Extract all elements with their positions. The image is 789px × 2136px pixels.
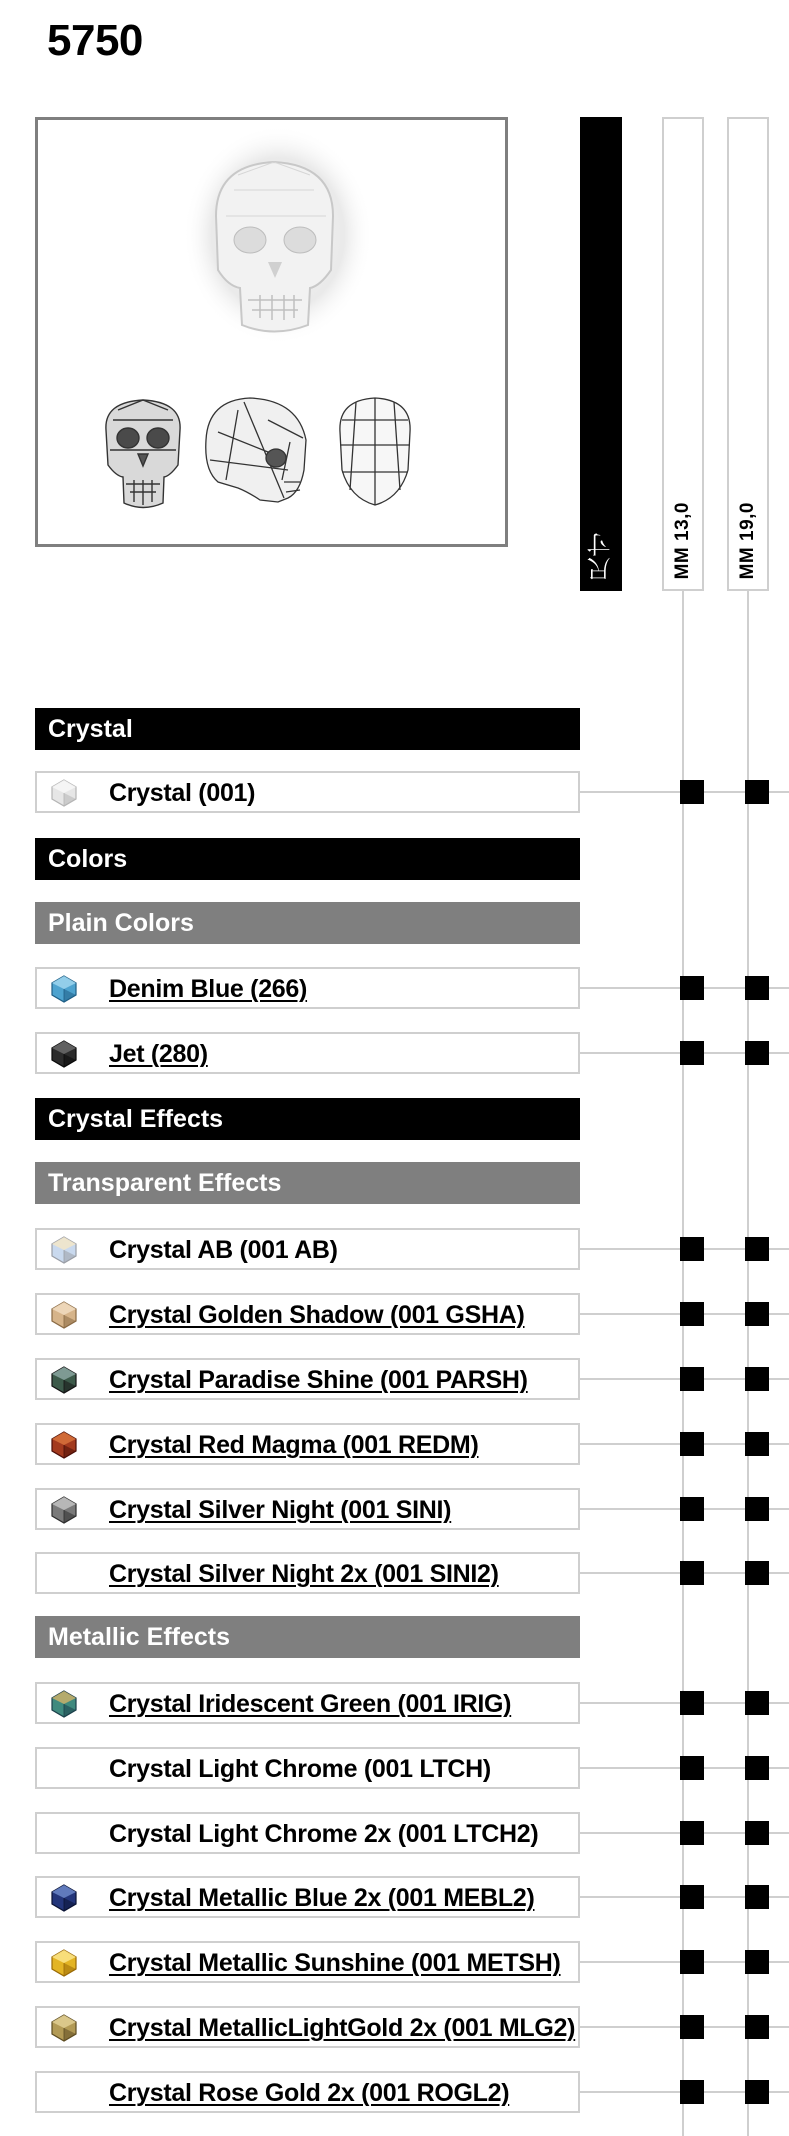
size-available-mark [745,1756,769,1780]
silver-night-icon [49,1495,79,1525]
variant-link[interactable]: Crystal Rose Gold 2x (001 ROGL2) [109,2079,510,2107]
size-column-mm-13 [662,117,704,591]
size-available-mark [680,780,704,804]
metallic-light-gold-icon [49,2013,79,2043]
variant-name: Crystal Light Chrome (001 LTCH) [109,1755,491,1783]
skull-bead-illustration [38,120,505,544]
variant-row[interactable] [35,1423,580,1465]
section-label: Plain Colors [48,908,194,937]
section-label: Metallic Effects [48,1622,231,1651]
variant-row[interactable] [35,1032,580,1074]
variant-row [35,1747,580,1789]
size-available-mark [680,976,704,1000]
size-available-mark [680,1237,704,1261]
size-available-mark [680,1367,704,1391]
size-available-mark [680,1950,704,1974]
size-available-mark [745,780,769,804]
size-available-mark [745,976,769,1000]
section-label: Crystal [48,714,133,743]
paradise-shine-icon [49,1365,79,1395]
section-label: Transparent Effects [48,1168,282,1197]
size-available-mark [680,1756,704,1780]
variant-link[interactable]: Crystal Iridescent Green (001 IRIG) [109,1690,512,1718]
skull-side-wireframe-icon [206,398,306,502]
size-available-mark [745,1950,769,1974]
skull-back-wireframe-icon [340,398,410,505]
section-header-crystal-effects [35,1098,580,1140]
size-mm-19-label: MM 19,0 [737,501,758,579]
size-available-mark [680,1432,704,1456]
variant-link[interactable]: Denim Blue (266) [109,975,308,1003]
metallic-blue-icon [49,1883,79,1913]
red-magma-icon [49,1430,79,1460]
variant-name: Crystal (001) [109,779,256,807]
section-label: Colors [48,844,128,873]
size-available-mark [745,2080,769,2104]
metallic-sunshine-icon [49,1948,79,1978]
size-available-mark [745,1041,769,1065]
variant-row[interactable] [35,1293,580,1335]
size-mm-13-label: MM 13,0 [672,501,693,579]
variant-name: Crystal Light Chrome 2x (001 LTCH2) [109,1820,539,1848]
iridescent-green-icon [49,1689,79,1719]
size-available-mark [680,1302,704,1326]
variant-row[interactable] [35,1552,580,1594]
variant-link[interactable]: Crystal Paradise Shine (001 PARSH) [109,1366,528,1394]
skull-photo-icon [183,125,373,345]
size-available-mark [745,2015,769,2039]
variant-row[interactable] [35,1941,580,1983]
variant-row[interactable] [35,2006,580,2048]
crystal-clear-icon [49,778,79,808]
variant-name: Crystal AB (001 AB) [109,1236,338,1264]
variant-row [35,771,580,813]
size-available-mark [745,1367,769,1391]
variant-link[interactable]: Crystal Red Magma (001 REDM) [109,1431,479,1459]
size-available-mark [745,1691,769,1715]
size-available-mark [680,1691,704,1715]
variant-row[interactable] [35,967,580,1009]
size-available-mark [745,1302,769,1326]
size-available-mark [745,1237,769,1261]
product-image [35,117,508,547]
size-available-mark [745,1561,769,1585]
skull-front-dark-icon [106,400,180,508]
jet-black-icon [49,1039,79,1069]
size-available-mark [680,1561,704,1585]
size-column-mm-19 [727,117,769,591]
variant-link[interactable]: Crystal Metallic Blue 2x (001 MEBL2) [109,1884,535,1912]
subsection-header-plain-colors [35,902,580,944]
section-header-crystal [35,708,580,750]
size-available-mark [680,2080,704,2104]
variant-link[interactable]: Crystal Silver Night 2x (001 SINI2) [109,1560,499,1588]
size-available-mark [680,1041,704,1065]
variant-row[interactable] [35,2071,580,2113]
variant-row [35,1812,580,1854]
size-available-mark [745,1497,769,1521]
variant-row[interactable] [35,1488,580,1530]
size-available-mark [745,1821,769,1845]
crystal-ab-icon [49,1235,79,1265]
size-available-mark [680,2015,704,2039]
denim-blue-icon [49,974,79,1004]
variant-row[interactable] [35,1876,580,1918]
variant-link[interactable]: Crystal Metallic Sunshine (001 METSH) [109,1949,561,1977]
product-code-title: 5750 [47,16,143,65]
variant-link[interactable]: Crystal MetallicLightGold 2x (001 MLG2) [109,2014,576,2042]
variant-link[interactable]: Crystal Silver Night (001 SINI) [109,1496,452,1524]
size-available-mark [680,1885,704,1909]
variant-row [35,1228,580,1270]
section-header-colors [35,838,580,880]
subsection-header-transparent-effects [35,1162,580,1204]
variant-row[interactable] [35,1682,580,1724]
subsection-header-metallic-effects [35,1616,580,1658]
golden-shadow-icon [49,1300,79,1330]
variant-row[interactable] [35,1358,580,1400]
size-column-header [580,117,622,591]
size-available-mark [745,1432,769,1456]
variant-link[interactable]: Jet (280) [109,1040,208,1068]
size-available-mark [745,1885,769,1909]
section-label: Crystal Effects [48,1104,224,1133]
size-available-mark [680,1497,704,1521]
size-available-mark [680,1821,704,1845]
size-label: 尺寸 [587,532,615,581]
variant-link[interactable]: Crystal Golden Shadow (001 GSHA) [109,1301,525,1329]
